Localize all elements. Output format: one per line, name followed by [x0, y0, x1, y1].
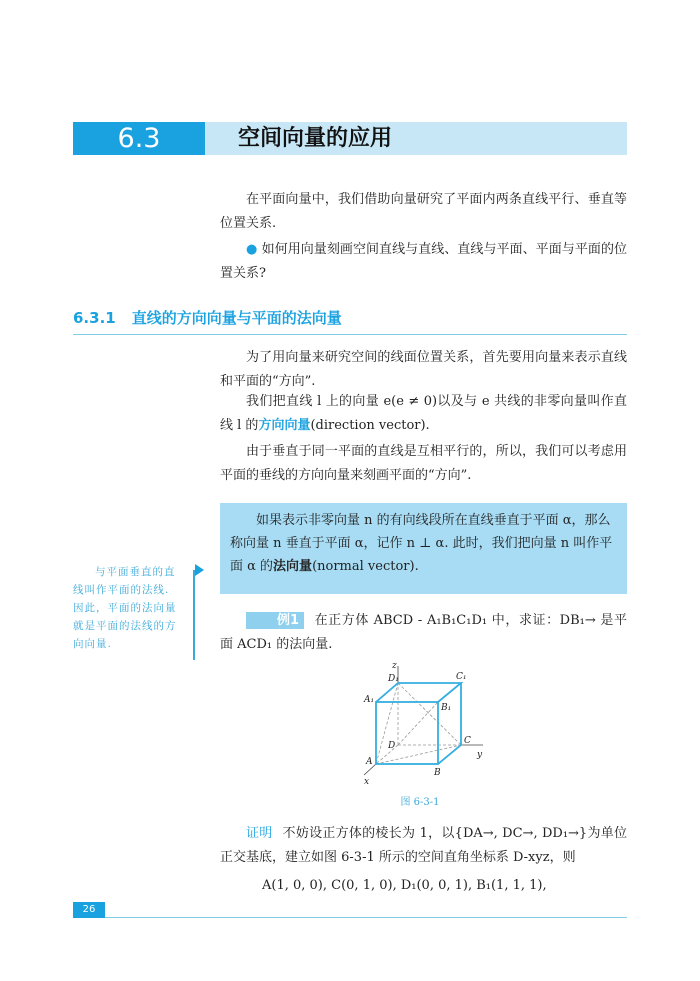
pointer-triangle-icon: [195, 564, 204, 576]
side-note-rule: [193, 570, 195, 660]
footer-rule: [73, 902, 627, 918]
section-title: 直线的方向向量与平面的法向量: [131, 309, 342, 327]
chapter-number: 6.3: [73, 122, 205, 155]
example-1: [220, 609, 627, 657]
label-A1: A₁: [364, 695, 375, 705]
chapter-title: 空间向量的应用: [238, 126, 393, 151]
label-A: A: [366, 757, 373, 767]
example-label: 例1: [246, 612, 304, 629]
body-paragraph-1: 为了用向量来研究空间的线面位置关系，首先要用向量来表示直线和平面的“方向”.: [220, 350, 627, 389]
definition-text: 如果表示非零向量 n 的有向线段所在直线垂直于平面 α，那么称向量 n 垂直于平面 α，记作 n ⊥ α. 此时，我们把向量 n 叫作平面 α 的: [230, 513, 613, 574]
label-C1: C₁: [456, 672, 467, 682]
section-heading: [73, 307, 627, 335]
label-x: x: [364, 777, 370, 787]
right-edges: [438, 683, 461, 764]
line-D1C: [398, 683, 461, 745]
example-text: 在正方体 ABCD - A₁B₁C₁D₁ 中，求证：DB₁→ 是平面 ACD₁ 的法向量.: [220, 613, 627, 652]
bullet-icon: ●: [246, 242, 258, 257]
definition-text: (normal vector).: [312, 559, 419, 574]
proof-text: 不妨设正方体的棱长为 1，以{DA→, DC→, DD₁→}为单位正交基底，建立如图 6-3-1 所示的空间直角坐标系 D-xyz，则: [220, 826, 627, 865]
question-text: 如何用向量刻画空间直线与直线、直线与平面、平面与平面的位置关系?: [220, 242, 627, 281]
label-z: z: [392, 661, 397, 671]
top-face: [376, 683, 461, 702]
line-D1A: [376, 683, 398, 764]
coordinates-line: A(1, 0, 0), C(0, 1, 0), D₁(0, 0, 1), B₁(1, 1, 1),: [262, 878, 547, 893]
text: 我们把直线 l 上的向量 e(e ≠ 0)以及与 e 共线的非零向量叫作直线 l 的: [220, 394, 627, 433]
figure-caption: 图 6-3-1: [400, 797, 440, 808]
proof-label: 证明: [246, 826, 273, 841]
label-B1: B₁: [441, 703, 452, 713]
side-note: 与平面垂直的直线叫作平面的法线. 因此，平面的法向量就是平面的法线的方向向量.: [73, 566, 177, 650]
front-face: [376, 702, 438, 764]
body-paragraph-3: 由于垂直于同一平面的直线是互相平行的，所以，我们可以考虑用平面的垂线的方向向量来刻画平面的“方向”.: [220, 444, 627, 483]
term-normal-vector: 法向量: [273, 559, 313, 574]
definition-box: [220, 503, 627, 594]
intro-question: [220, 238, 627, 286]
proof-paragraph: [220, 822, 627, 870]
label-D: D: [388, 741, 396, 751]
label-y: y: [477, 750, 483, 760]
body-paragraph-2: [220, 390, 627, 438]
label-B: B: [434, 768, 441, 778]
vector-DB1: [398, 702, 438, 745]
label-D1: D₁: [388, 674, 399, 684]
page-number: 26: [73, 902, 105, 918]
intro-paragraph: 在平面向量中，我们借助向量研究了平面内两条直线平行、垂直等位置关系.: [220, 192, 627, 231]
label-C: C: [464, 736, 471, 746]
cube-figure: [350, 660, 500, 790]
text: (direction vector).: [310, 418, 430, 433]
section-number: 6.3.1: [73, 309, 116, 327]
term-direction-vector: 方向向量: [258, 418, 311, 433]
